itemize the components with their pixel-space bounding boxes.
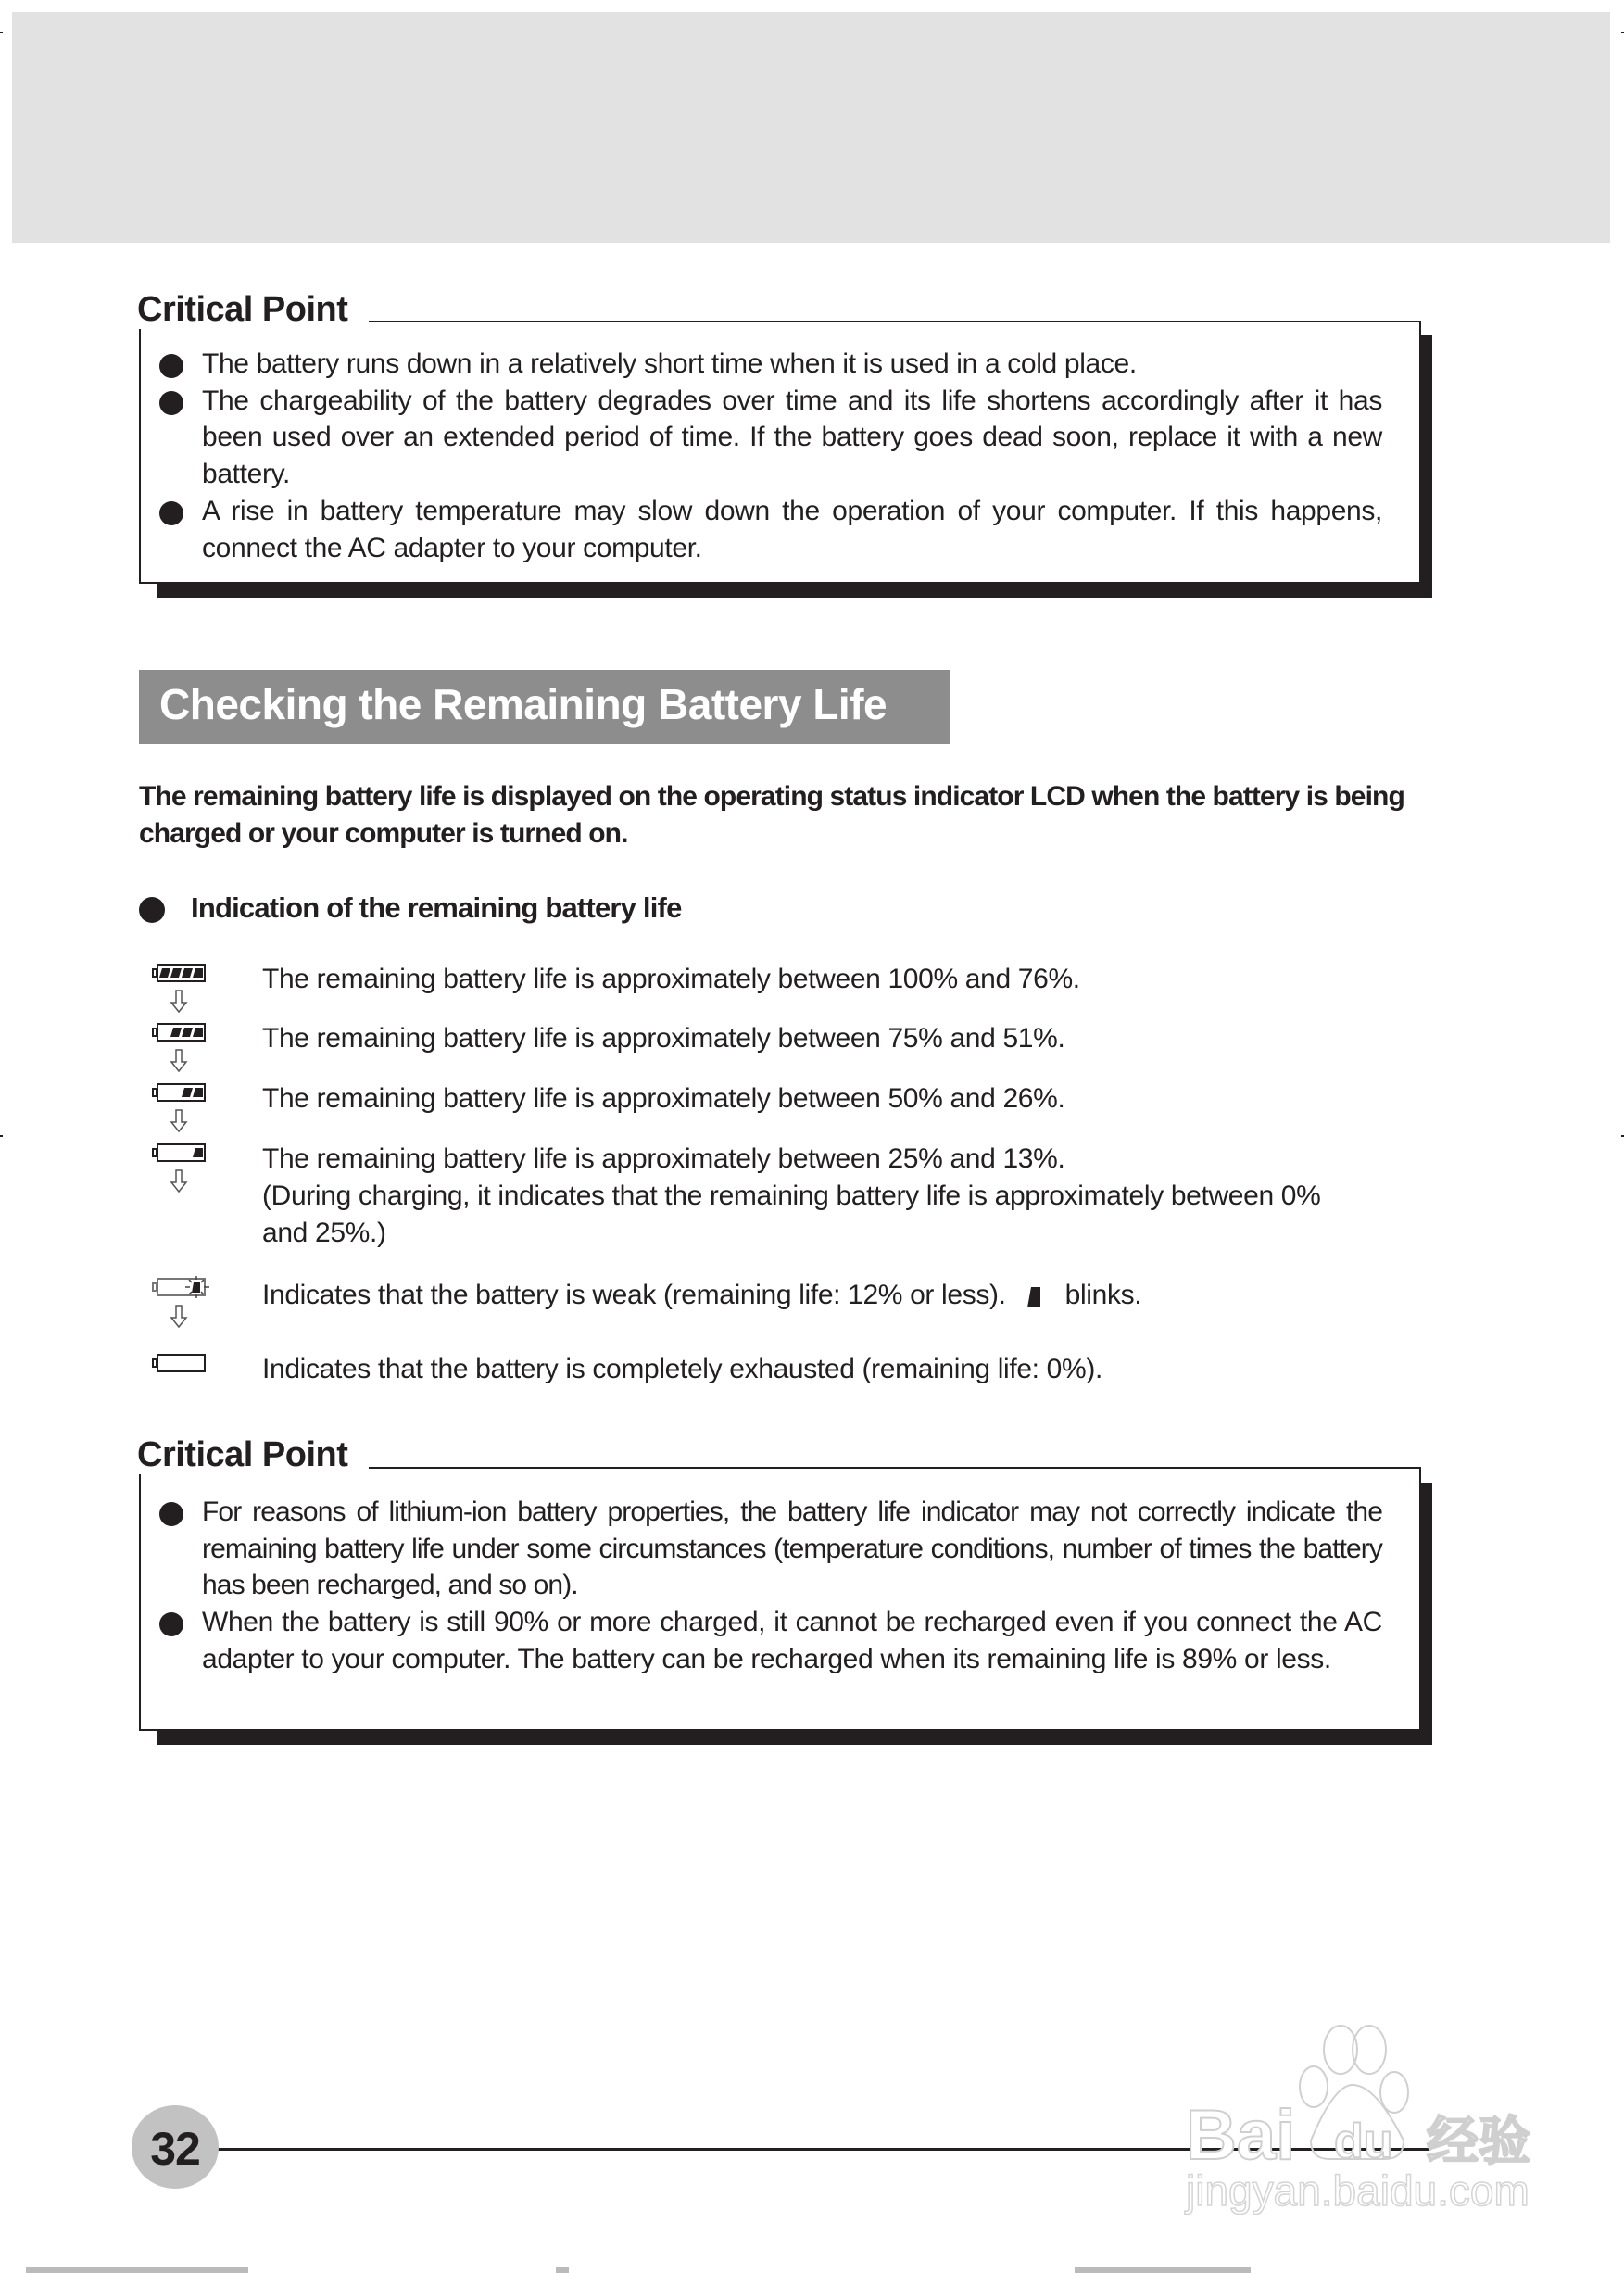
battery-2-bars-icon (152, 1081, 208, 1104)
level-note: (During charging, it indicates that the remaining battery life is approximately between 0% (262, 1181, 1321, 1211)
print-slug (556, 2267, 569, 2273)
list-item: When the battery is still 90% or more charged, it cannot be recharged even if you connect the AC adapter to your computer. The battery can be recharged when its remaining life is 89% or less. (141, 1604, 1382, 1677)
print-slug (26, 2267, 248, 2273)
heading-rule (369, 1467, 1421, 1469)
battery-4-bars-icon (152, 962, 208, 984)
list-item: A rise in battery temperature may slow down the operation of your computer. If this happens, connect the AC adapter to your computer. (141, 493, 1382, 566)
critical-point-heading: Critical Point (137, 1435, 348, 1474)
box-frame (139, 1468, 1421, 1731)
bullet-icon (159, 501, 183, 525)
bullet-icon (159, 354, 183, 378)
bullet-icon (159, 391, 183, 415)
battery-1-bar-icon (152, 1142, 208, 1164)
crop-mark (0, 32, 3, 33)
list-item: The chargeability of the battery degrades over time and its life shortens accordingly after it has been used over an extended period of time. If the battery goes dead soon, replace it with a new battery. (141, 383, 1382, 493)
list-item: For reasons of lithium-ion battery properties, the battery life indicator may not correctly indicate the remaining battery life under some circumstances (temperature conditions, number of times the battery has been recharged, and so on). (141, 1494, 1382, 1604)
level-text: The remaining battery life is approximately between 75% and 51%. (262, 1023, 1065, 1054)
critical-point-heading: Critical Point (137, 290, 348, 329)
bullet-icon (159, 1612, 183, 1636)
bullet-icon (159, 1502, 183, 1526)
svg-text:经验: 经验 (1427, 2112, 1530, 2172)
baidu-watermark (1149, 2020, 1538, 2215)
level-text: The remaining battery life is approximately between 25% and 13%. (262, 1143, 1065, 1174)
battery-3-bars-icon (152, 1021, 208, 1043)
level-note: and 25%.) (262, 1218, 386, 1248)
battery-empty-icon (152, 1352, 208, 1374)
crop-mark (0, 1135, 3, 1137)
arrow-down-icon (170, 1169, 188, 1193)
svg-text:du: du (1334, 2115, 1393, 2168)
intro-paragraph: The remaining battery life is displayed on the operating status indicator LCD when the battery is being charged or your computer is turned on. (139, 781, 1404, 849)
box-frame (139, 322, 1421, 584)
page-number: 32 (150, 2123, 200, 2175)
section-title: Checking the Remaining Battery Life (159, 680, 888, 728)
heading-rule (369, 321, 1421, 322)
list-item: The battery runs down in a relatively short time when it is used in a cold place. (141, 346, 1382, 383)
header-band (12, 12, 1610, 243)
arrow-down-icon (170, 1049, 188, 1073)
watermark-brand: Bai (1186, 2096, 1296, 2175)
watermark-url: jingyan.baidu.com (1186, 2166, 1530, 2215)
print-slug (1075, 2267, 1251, 2273)
arrow-down-icon (170, 990, 188, 1014)
level-text: Indicates that the battery is weak (remaining life: 12% or less). blinks. (262, 1280, 1142, 1310)
arrow-down-icon (170, 1109, 188, 1133)
battery-weak-blinking-icon (152, 1275, 213, 1299)
bullet-icon (139, 897, 165, 923)
section-banner (139, 670, 950, 744)
blinking-bar-icon (1026, 1283, 1041, 1309)
page-number-badge (132, 2105, 219, 2189)
indication-heading: Indication of the remaining battery life (191, 891, 682, 924)
arrow-down-icon (170, 1305, 188, 1329)
level-text: The remaining battery life is approximately between 100% and 76%. (262, 964, 1080, 994)
level-text: Indicates that the battery is completely exhausted (remaining life: 0%). (262, 1354, 1102, 1384)
level-text: The remaining battery life is approximately between 50% and 26%. (262, 1083, 1065, 1114)
